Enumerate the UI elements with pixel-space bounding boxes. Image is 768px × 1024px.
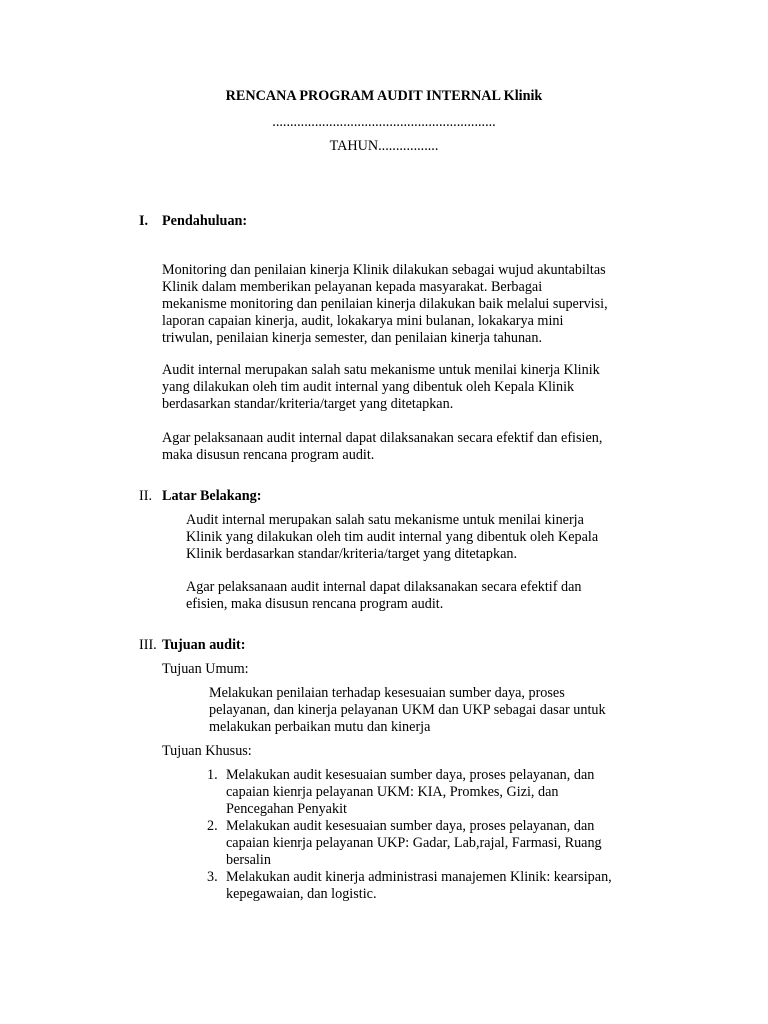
section-1-paragraph-3: Agar pelaksanaan audit internal dapat dilaksanakan secara efektif dan efisien, maka disusun rencana program audit. xyxy=(162,430,603,463)
section-1-heading: Pendahuluan: xyxy=(162,213,248,229)
section-2-paragraph-1: Audit internal merupakan salah satu mekanisme untuk menilai kinerja Klinik yang dilakukan oleh tim audit internal yang dibentuk oleh Kepala Klinik berdasarkan standar/kriteria/target yang ditetapkan. xyxy=(186,512,599,562)
tujuan-umum-label: Tujuan Umum: xyxy=(162,661,249,677)
list-item-number: 1. xyxy=(207,767,218,783)
list-item xyxy=(0,818,768,869)
section-3-heading: Tujuan audit: xyxy=(162,637,246,653)
section-1-number: I. xyxy=(139,213,149,229)
list-item-text: Melakukan audit kesesuaian sumber daya, proses pelayanan, dan capaian kienrja pelayanan UKM: KIA, Promkes, Gizi, dan Pencegahan Penyakit xyxy=(226,767,595,817)
tujuan-umum-text: Melakukan penilaian terhadap kesesuaian sumber daya, proses pelayanan, dan kinerja pelayanan UKM dan UKP sebagai dasar untuk melakukan perbaikan mutu dan kinerja xyxy=(209,685,606,735)
title-dots: ............................................................... xyxy=(272,114,496,130)
list-item xyxy=(0,767,768,818)
list-item-number: 2. xyxy=(207,818,218,834)
tujuan-khusus-label: Tujuan Khusus: xyxy=(162,743,252,759)
list-item xyxy=(0,869,768,903)
list-item-text: Melakukan audit kinerja administrasi manajemen Klinik: kearsipan, kepegawaian, dan logistic. xyxy=(226,869,612,902)
section-2-number: II. xyxy=(139,488,152,504)
section-1-paragraph-2: Audit internal merupakan salah satu mekanisme untuk menilai kinerja Klinik yang dilakukan oleh tim audit internal yang dibentuk oleh Kepala Klinik berdasarkan standar/kriteria/target yang ditetapkan. xyxy=(162,362,600,412)
tujuan-khusus-list xyxy=(0,767,768,903)
section-2-heading: Latar Belakang: xyxy=(162,488,262,504)
year-line: TAHUN................. xyxy=(329,138,439,154)
list-item-text: Melakukan audit kesesuaian sumber daya, proses pelayanan, dan capaian kienrja pelayanan UKP: Gadar, Lab,rajal, Farmasi, Ruang bersalin xyxy=(226,818,602,868)
section-3-number: III. xyxy=(139,637,157,653)
document-title: RENCANA PROGRAM AUDIT INTERNAL Klinik xyxy=(225,88,543,104)
section-1-paragraph-1: Monitoring dan penilaian kinerja Klinik dilakukan sebagai wujud akuntabiltas Klinik dalam memberikan pelayanan kepada masyarakat. Berbagai mekanisme monitoring dan penilaian kinerja dilakukan baik melalui supervisi, laporan capaian kinerja, audit, lokakarya mini bulanan, lokakarya mini triwulan, penilaian kinerja semester, dan penilaian kinerja tahunan. xyxy=(162,262,608,346)
section-2-paragraph-2: Agar pelaksanaan audit internal dapat dilaksanakan secara efektif dan efisien, maka disusun rencana program audit. xyxy=(186,579,582,612)
list-item-number: 3. xyxy=(207,869,218,885)
